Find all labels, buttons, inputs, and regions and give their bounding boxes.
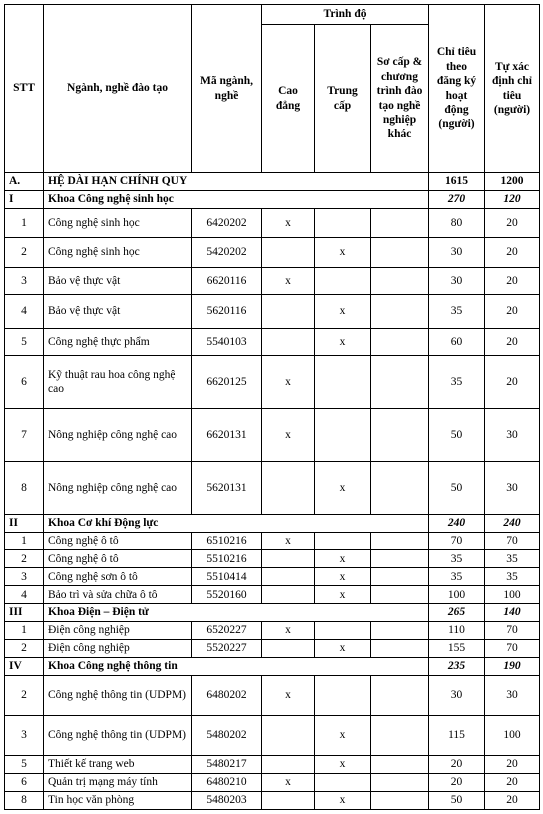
program-name: Quản trị mạng máy tính: [44, 773, 192, 791]
intermediate-mark: [315, 267, 371, 294]
table-body: [5, 173, 540, 810]
intermediate-mark: x: [315, 715, 371, 755]
program-name: Nông nghiệp công nghệ cao: [44, 409, 192, 462]
college-mark: [262, 461, 315, 514]
program-name: Điện công nghiệp: [44, 622, 192, 640]
intermediate-mark: x: [315, 295, 371, 329]
program-name: Công nghệ sinh học: [44, 238, 192, 268]
intermediate-mark: x: [315, 640, 371, 658]
table-row: [5, 238, 540, 268]
elementary-mark: [371, 640, 429, 658]
table-row: [5, 586, 540, 604]
table-row: [5, 356, 540, 409]
quota-self: 70: [485, 640, 540, 658]
row-number: 1: [5, 532, 44, 550]
program-name: Bảo vệ thực vật: [44, 267, 192, 294]
elementary-mark: [371, 295, 429, 329]
table-row: [5, 622, 540, 640]
quota-self: 20: [485, 791, 540, 809]
college-mark: x: [262, 356, 315, 409]
program-code: 5520227: [192, 640, 262, 658]
header-code: Mã ngành, nghề: [192, 5, 262, 173]
header-college: Cao đẳng: [262, 25, 315, 173]
intermediate-mark: [315, 675, 371, 715]
elementary-mark: [371, 532, 429, 550]
program-name: Công nghệ thông tin (UDPM): [44, 715, 192, 755]
elementary-mark: [371, 461, 429, 514]
quota-registered: 20: [429, 773, 485, 791]
row-number: 4: [5, 295, 44, 329]
quota-registered: 35: [429, 295, 485, 329]
elementary-mark: [371, 409, 429, 462]
program-code: 5620131: [192, 461, 262, 514]
quota-self: 100: [485, 586, 540, 604]
quota-self: 70: [485, 622, 540, 640]
program-name: Kỹ thuật rau hoa công nghệ cao: [44, 356, 192, 409]
intermediate-mark: x: [315, 461, 371, 514]
program-code: 6510216: [192, 532, 262, 550]
intermediate-mark: x: [315, 238, 371, 268]
header-level: Trình độ: [262, 5, 429, 25]
program-name: Công nghệ ô tô: [44, 532, 192, 550]
quota-registered: 20: [429, 756, 485, 774]
program-name: Thiết kế trang web: [44, 756, 192, 774]
intermediate-mark: x: [315, 329, 371, 356]
quota-self: 20: [485, 267, 540, 294]
intermediate-mark: [315, 208, 371, 238]
table-row: [5, 791, 540, 809]
college-mark: [262, 640, 315, 658]
quota-registered: 35: [429, 356, 485, 409]
intermediate-mark: [315, 622, 371, 640]
intermediate-mark: [315, 532, 371, 550]
section-quota: 265: [429, 604, 485, 622]
quota-registered: 30: [429, 238, 485, 268]
quota-registered: 60: [429, 329, 485, 356]
quota-registered: 35: [429, 568, 485, 586]
program-name: Công nghệ sơn ô tô: [44, 568, 192, 586]
college-mark: x: [262, 409, 315, 462]
college-mark: x: [262, 675, 315, 715]
program-code: 5520160: [192, 586, 262, 604]
program-code: 5420202: [192, 238, 262, 268]
quota-registered: 50: [429, 461, 485, 514]
intermediate-mark: x: [315, 791, 371, 809]
program-code: 5480202: [192, 715, 262, 755]
quota-registered: 70: [429, 532, 485, 550]
header-intermediate: Trung cấp: [315, 25, 371, 173]
section-quota: 1615: [429, 173, 485, 191]
program-name: Công nghệ ô tô: [44, 550, 192, 568]
program-code: 5510414: [192, 568, 262, 586]
quota-self: 30: [485, 409, 540, 462]
quota-self: 100: [485, 715, 540, 755]
program-name: Công nghệ thực phẩm: [44, 329, 192, 356]
elementary-mark: [371, 773, 429, 791]
table-row: [5, 675, 540, 715]
intermediate-mark: x: [315, 756, 371, 774]
row-number: 4: [5, 586, 44, 604]
program-name: Nông nghiệp công nghệ cao: [44, 461, 192, 514]
row-number: 2: [5, 550, 44, 568]
header-quota-self: Tự xác định chỉ tiêu (người): [485, 5, 540, 173]
section-self-quota: 1200: [485, 173, 540, 191]
college-mark: x: [262, 622, 315, 640]
program-code: 6520227: [192, 622, 262, 640]
elementary-mark: [371, 568, 429, 586]
section-number: IV: [5, 657, 44, 675]
row-number: 2: [5, 675, 44, 715]
program-name: Điện công nghiệp: [44, 640, 192, 658]
intermediate-mark: x: [315, 568, 371, 586]
section-quota: 235: [429, 657, 485, 675]
college-mark: [262, 715, 315, 755]
table-row: [5, 568, 540, 586]
program-code: 6620116: [192, 267, 262, 294]
college-mark: x: [262, 267, 315, 294]
table-row: [5, 295, 540, 329]
row-number: 2: [5, 640, 44, 658]
row-number: 3: [5, 568, 44, 586]
section-title: HỆ DÀI HẠN CHÍNH QUY: [44, 173, 429, 191]
program-code: 6480202: [192, 675, 262, 715]
section-row: [5, 657, 540, 675]
program-name: Công nghệ thông tin (UDPM): [44, 675, 192, 715]
section-title: Khoa Công nghệ thông tin: [44, 657, 429, 675]
section-number: III: [5, 604, 44, 622]
row-number: 6: [5, 773, 44, 791]
section-number: II: [5, 514, 44, 532]
program-name: Tin học văn phòng: [44, 791, 192, 809]
section-title: Khoa Công nghệ sinh học: [44, 190, 429, 208]
intermediate-mark: [315, 409, 371, 462]
program-code: 5480217: [192, 756, 262, 774]
program-code: 6620125: [192, 356, 262, 409]
section-quota: 240: [429, 514, 485, 532]
college-mark: x: [262, 532, 315, 550]
college-mark: [262, 756, 315, 774]
program-code: 6480210: [192, 773, 262, 791]
table-row: [5, 532, 540, 550]
elementary-mark: [371, 329, 429, 356]
college-mark: [262, 791, 315, 809]
program-name: Bảo trì và sửa chữa ô tô: [44, 586, 192, 604]
college-mark: [262, 550, 315, 568]
college-mark: [262, 586, 315, 604]
section-number: I: [5, 190, 44, 208]
college-mark: [262, 295, 315, 329]
program-code: 5620116: [192, 295, 262, 329]
intermediate-mark: x: [315, 550, 371, 568]
college-mark: [262, 568, 315, 586]
row-number: 2: [5, 238, 44, 268]
quota-self: 20: [485, 295, 540, 329]
program-code: 5510216: [192, 550, 262, 568]
program-code: 5480203: [192, 791, 262, 809]
row-number: 1: [5, 208, 44, 238]
quota-self: 20: [485, 238, 540, 268]
quota-self: 30: [485, 675, 540, 715]
elementary-mark: [371, 791, 429, 809]
table-row: [5, 208, 540, 238]
row-number: 7: [5, 409, 44, 462]
table-row: [5, 773, 540, 791]
section-row: [5, 190, 540, 208]
row-number: 3: [5, 267, 44, 294]
table-row: [5, 756, 540, 774]
quota-self: 20: [485, 356, 540, 409]
quota-registered: 80: [429, 208, 485, 238]
section-self-quota: 120: [485, 190, 540, 208]
elementary-mark: [371, 238, 429, 268]
quota-self: 30: [485, 461, 540, 514]
header-quota-registered: Chỉ tiêu theo đăng ký hoạt động (người): [429, 5, 485, 173]
row-number: 3: [5, 715, 44, 755]
row-number: 5: [5, 329, 44, 356]
table-row: [5, 715, 540, 755]
header-stt: STT: [5, 5, 44, 173]
header-program: Ngành, nghề đào tạo: [44, 5, 192, 173]
table-row: [5, 329, 540, 356]
header-elementary: Sơ cấp & chương trình đào tạo nghề nghiệp khác: [371, 25, 429, 173]
program-code: 5540103: [192, 329, 262, 356]
row-number: 6: [5, 356, 44, 409]
college-mark: x: [262, 773, 315, 791]
quota-self: 20: [485, 773, 540, 791]
table-row: [5, 409, 540, 462]
intermediate-mark: [315, 773, 371, 791]
section-self-quota: 240: [485, 514, 540, 532]
quota-registered: 115: [429, 715, 485, 755]
quota-registered: 50: [429, 409, 485, 462]
section-number: A.: [5, 173, 44, 191]
quota-self: 35: [485, 568, 540, 586]
row-number: 8: [5, 461, 44, 514]
program-code: 6620131: [192, 409, 262, 462]
row-number: 8: [5, 791, 44, 809]
admissions-quota-table: [4, 4, 540, 810]
section-row: [5, 604, 540, 622]
elementary-mark: [371, 208, 429, 238]
quota-registered: 155: [429, 640, 485, 658]
quota-self: 20: [485, 756, 540, 774]
section-self-quota: 190: [485, 657, 540, 675]
elementary-mark: [371, 756, 429, 774]
section-title: Khoa Điện – Điện tử: [44, 604, 429, 622]
intermediate-mark: [315, 356, 371, 409]
quota-registered: 100: [429, 586, 485, 604]
section-title: Khoa Cơ khí Động lực: [44, 514, 429, 532]
quota-registered: 110: [429, 622, 485, 640]
elementary-mark: [371, 550, 429, 568]
table-row: [5, 640, 540, 658]
college-mark: x: [262, 208, 315, 238]
quota-registered: 35: [429, 550, 485, 568]
quota-registered: 30: [429, 675, 485, 715]
row-number: 1: [5, 622, 44, 640]
elementary-mark: [371, 715, 429, 755]
elementary-mark: [371, 267, 429, 294]
program-name: Bảo vệ thực vật: [44, 295, 192, 329]
quota-self: 35: [485, 550, 540, 568]
elementary-mark: [371, 586, 429, 604]
college-mark: [262, 238, 315, 268]
program-code: 6420202: [192, 208, 262, 238]
quota-self: 20: [485, 208, 540, 238]
section-row: [5, 514, 540, 532]
intermediate-mark: x: [315, 586, 371, 604]
college-mark: [262, 329, 315, 356]
elementary-mark: [371, 356, 429, 409]
quota-self: 70: [485, 532, 540, 550]
quota-registered: 30: [429, 267, 485, 294]
program-name: Công nghệ sinh học: [44, 208, 192, 238]
quota-registered: 50: [429, 791, 485, 809]
elementary-mark: [371, 675, 429, 715]
section-self-quota: 140: [485, 604, 540, 622]
table-row: [5, 550, 540, 568]
table-row: [5, 267, 540, 294]
section-row: [5, 173, 540, 191]
table-row: [5, 461, 540, 514]
quota-self: 20: [485, 329, 540, 356]
row-number: 5: [5, 756, 44, 774]
section-quota: 270: [429, 190, 485, 208]
elementary-mark: [371, 622, 429, 640]
